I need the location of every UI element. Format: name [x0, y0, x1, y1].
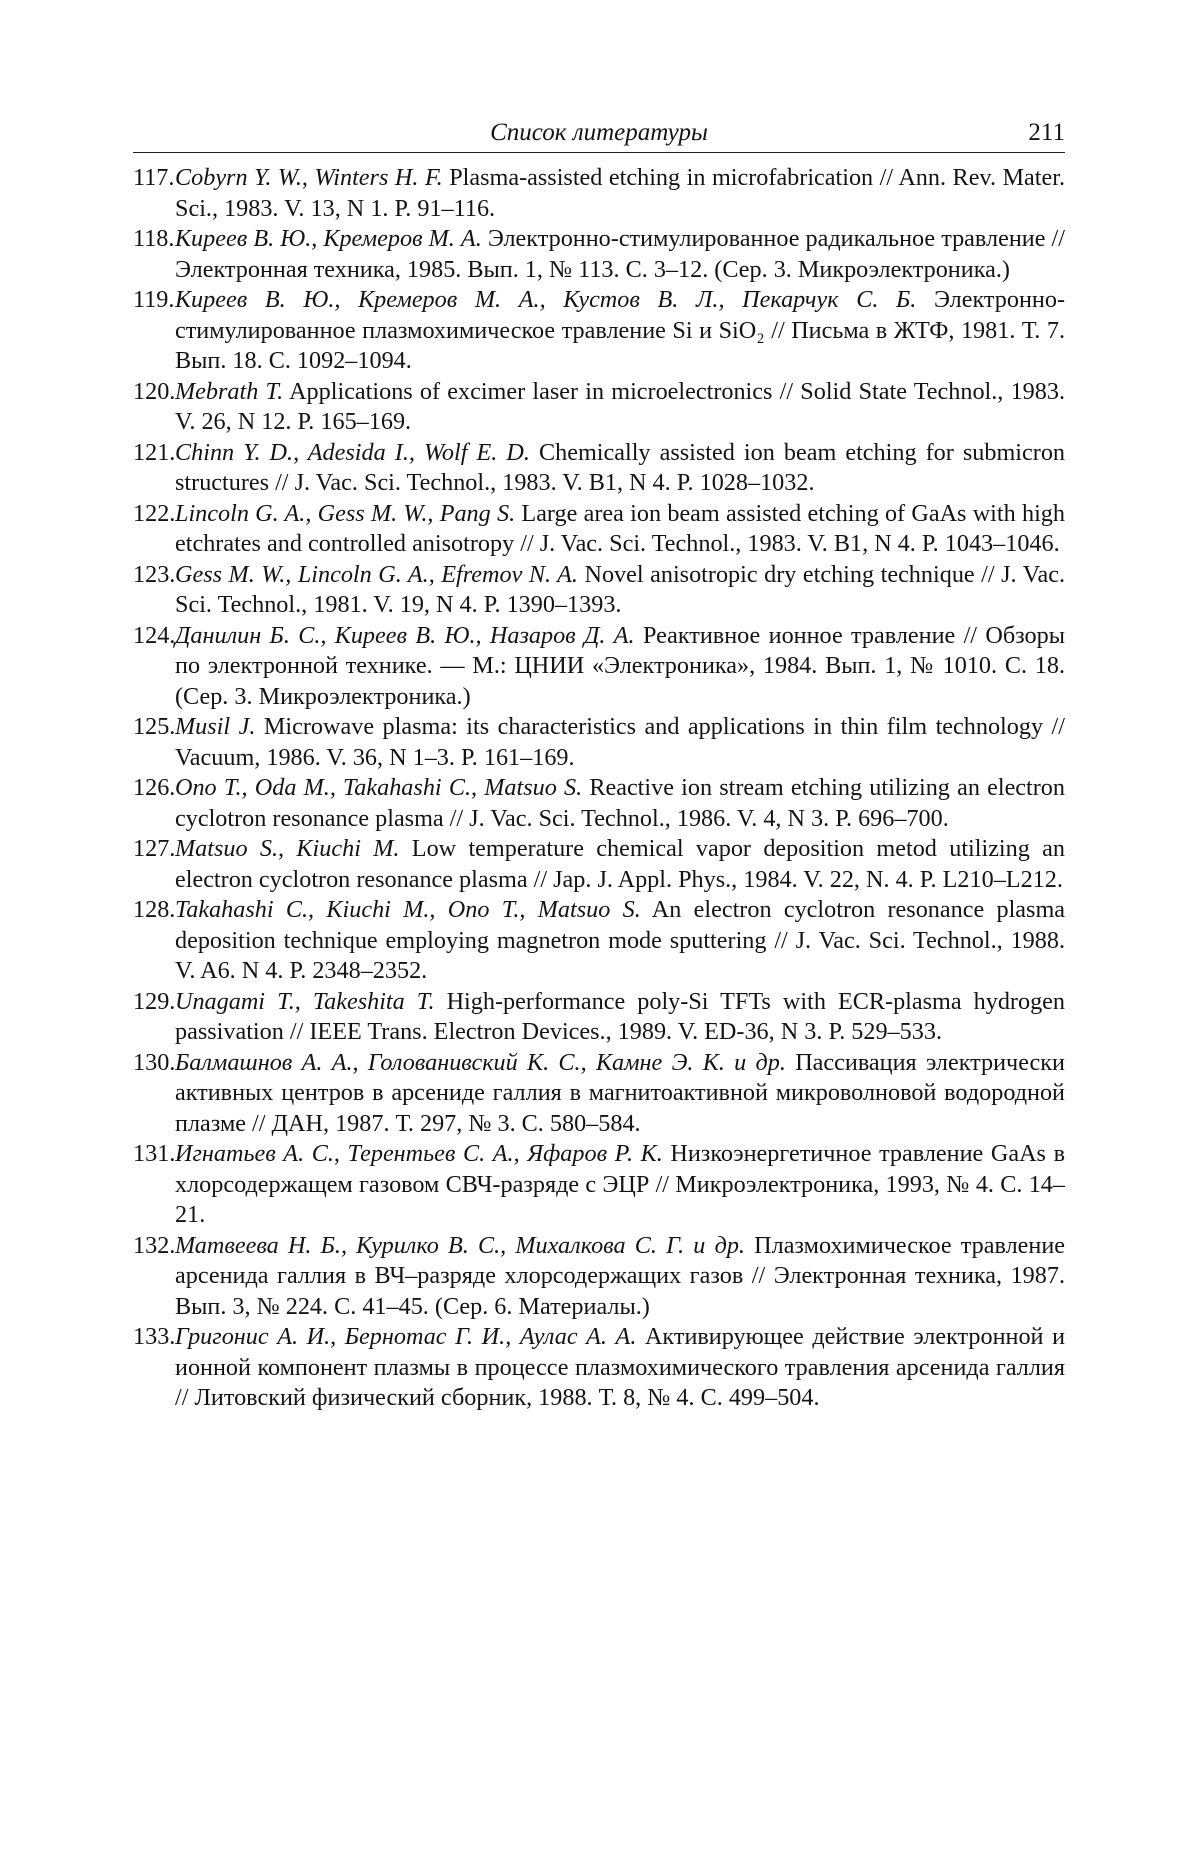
- reference-authors: Mebrath T.: [175, 377, 284, 405]
- reference-number: 123.: [133, 560, 176, 588]
- reference-number: 128.: [133, 896, 176, 923]
- reference-text: Novel anisotropic dry etching technique // J. Vac. Sci. Technol., 1981. V. 19, N 4. P. 1390–1393.: [175, 560, 1065, 618]
- reference-item: [133, 499, 1065, 560]
- reference-authors: Григонис А. И., Бернотас Г. И., Аулас А. А.: [175, 1323, 637, 1350]
- reference-number: 132.: [133, 1231, 176, 1259]
- reference-item: [133, 773, 1065, 834]
- reference-item: [133, 895, 1065, 987]
- reference-authors: Matsuo S., Kiuchi M.: [175, 835, 400, 862]
- reference-authors: Chinn Y. D., Adesida I., Wolf E. D.: [175, 438, 530, 466]
- reference-authors: Матвеева Н. Б., Курилко В. С., Михалкова С. Г. и др.: [175, 1231, 745, 1259]
- reference-number: 121.: [133, 438, 176, 466]
- reference-number: 125.: [133, 713, 176, 740]
- reference-number: 129.: [133, 987, 176, 1015]
- reference-text: Low temperature chemical vapor deposition metod utilizing an electron cyclotron resonance plasma // Jap. J. Appl. Phys., 1984. V. 22, N. 4. P. L210–L212.: [175, 835, 1066, 893]
- reference-number: 119.: [133, 286, 175, 313]
- reference-item: [133, 1231, 1065, 1323]
- reference-authors: Киреев В. Ю., Кремеров М. А., Кустов В. Л., Пекарчук С. Б.: [175, 286, 917, 313]
- reference-text: Электронно-стимулированное радикальное травление // Электронная техника, 1985. Вып. 1, № 113. С. 3–12. (Сер. 3. Микроэлектроника.): [175, 225, 1065, 283]
- reference-list: [133, 163, 1065, 1414]
- reference-text: Plasma-assisted etching in microfabrication // Ann. Rev. Mater. Sci., 1983. V. 13, N 1. P. 91–116.: [175, 164, 1065, 222]
- reference-text: Плазмохимическое травление арсенида галлия в ВЧ–разряде хлорсодержащих газов // Электронная техника, 1987. Вып. 3, № 224. С. 41–45. (Сер. 6. Материалы.): [175, 1231, 1066, 1320]
- reference-authors: Балмашнов А. А., Голованивский К. С., Камне Э. К. и др.: [175, 1048, 786, 1076]
- reference-text: High-performance poly-Si TFTs with ECR-plasma hydrogen passivation // IEEE Trans. Electron Devices., 1989. V. ED-36, N 3. P. 529–533.: [175, 987, 1065, 1045]
- reference-text: Chemically assisted ion beam etching for submicron structures // J. Vac. Sci. Technol., 1983. V. B1, N 4. P. 1028–1032.: [175, 438, 1066, 496]
- reference-item: [133, 1048, 1065, 1140]
- reference-text: Microwave plasma: its characteristics and applications in thin film technology // Vacuum, 1986. V. 36, N 1–3. P. 161–169.: [175, 713, 1065, 771]
- reference-item: [133, 163, 1065, 224]
- reference-text: Reactive ion stream etching utilizing an electron cyclotron resonance plasma // J. Vac. Sci. Technol., 1986. V. 4, N 3. P. 696–700.: [175, 774, 1065, 832]
- reference-authors: Игнатьев А. С., Терентьев С. А., Яфаров Р. К.: [175, 1140, 663, 1167]
- reference-text: Applications of excimer laser in microelectronics // Solid State Technol., 1983. V. 26, N 12. P. 165–169.: [175, 377, 1065, 435]
- reference-authors: Киреев В. Ю., Кремеров М. А.: [175, 225, 482, 252]
- reference-text: Large area ion beam assisted etching of GaAs with high etchrates and controlled anisotropy // J. Vac. Sci. Technol., 1983. V. B1, N 4. P. 1043–1046.: [175, 499, 1065, 557]
- reference-text: Реактивное ионное травление // Обзоры по электронной технике. — М.: ЦНИИ «Электроника», 1984. Вып. 1, № 1010. С. 18. (Сер. 3. Микроэлектроника.): [175, 621, 1065, 710]
- reference-text: Активирующее действие электронной и ионной компонент плазмы в процессе плазмохимического травления арсенида галлия // Литовский физический сборник, 1988. Т. 8, № 4. С. 499–504.: [175, 1323, 1066, 1411]
- reference-authors: Unagami T., Takeshita T.: [175, 987, 435, 1015]
- reference-number: 130.: [133, 1048, 176, 1076]
- reference-item: [133, 285, 1065, 377]
- reference-number: 133.: [133, 1323, 176, 1350]
- reference-authors: Lincoln G. A., Gess M. W., Pang S.: [175, 499, 516, 527]
- header-title: Список литературы: [490, 119, 708, 146]
- reference-authors: Musil J.: [175, 713, 256, 740]
- reference-item: [133, 621, 1065, 713]
- reference-authors: Данилин Б. С., Киреев В. Ю., Назаров Д. А.: [175, 621, 635, 649]
- reference-item: [133, 438, 1065, 499]
- reference-item: [133, 1139, 1065, 1231]
- running-header: [133, 118, 1065, 153]
- reference-item: [133, 987, 1065, 1048]
- reference-number: 117.: [133, 164, 175, 191]
- reference-authors: Ono T., Oda M., Takahashi C., Matsuo S.: [175, 774, 583, 801]
- reference-number: 122.: [133, 499, 176, 527]
- reference-authors: Gess M. W., Lincoln G. A., Efremov N. A.: [175, 560, 578, 588]
- reference-item: [133, 224, 1065, 285]
- reference-text: Низкоэнергетичное травление GaAs в хлорсодержащем газовом СВЧ-разряде с ЭЦР // Микроэлектроника, 1993, № 4. С. 14–21.: [175, 1140, 1065, 1228]
- reference-text: Электронно-стимулированное плазмохимическое травление Si и SiO₂ // Письма в ЖТФ, 1981. Т. 7. Вып. 18. С. 1092–1094.: [175, 286, 1066, 374]
- reference-number: 118.: [133, 225, 175, 252]
- reference-number: 124.: [133, 621, 176, 649]
- reference-number: 131.: [133, 1140, 176, 1167]
- reference-item: [133, 560, 1065, 621]
- reference-item: [133, 712, 1065, 773]
- page-number: 211: [1028, 119, 1065, 146]
- reference-text: An electron cyclotron resonance plasma deposition technique employing magnetron mode sputtering // J. Vac. Sci. Technol., 1988. V. A6. N 4. P. 2348–2352.: [175, 896, 1066, 984]
- reference-item: [133, 1322, 1065, 1414]
- reference-number: 127.: [133, 835, 176, 862]
- reference-number: 126.: [133, 774, 176, 801]
- reference-item: [133, 377, 1065, 438]
- reference-number: 120.: [133, 377, 176, 405]
- reference-authors: Takahashi C., Kiuchi M., Ono T., Matsuo S.: [175, 896, 641, 923]
- reference-text: Пассивация электрически активных центров в арсениде галлия в магнитоактивной микроволновой водородной плазме // ДАН, 1987. Т. 297, № 3. С. 580–584.: [175, 1048, 1065, 1137]
- reference-item: [133, 834, 1065, 895]
- reference-authors: Cobyrn Y. W., Winters H. F.: [175, 164, 443, 191]
